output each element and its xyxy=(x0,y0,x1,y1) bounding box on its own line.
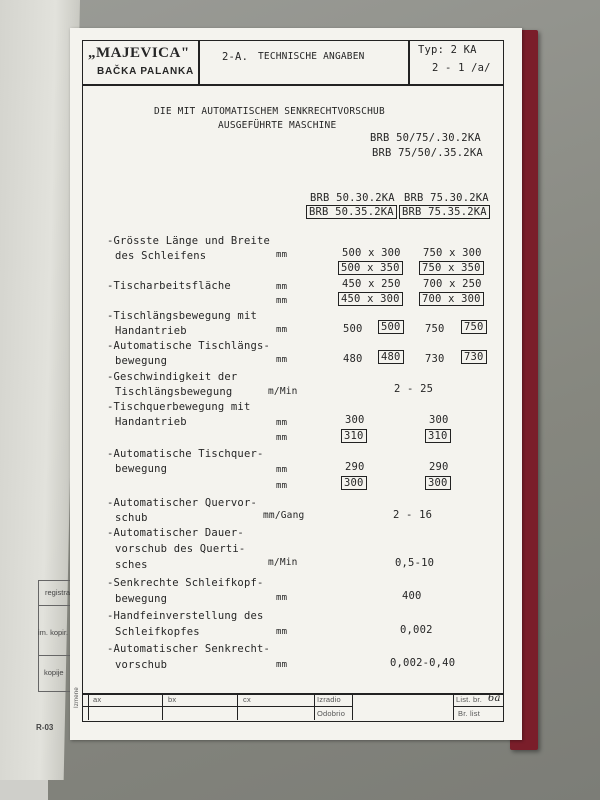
spec-unit: mm xyxy=(276,481,288,491)
intro-line-1: DIE MIT AUTOMATISCHEM SENKRECHTVORSCHUB xyxy=(154,106,385,117)
spec-unit: mm xyxy=(276,250,288,260)
spec-unit: mm xyxy=(276,433,288,443)
footer-list-value: 6a xyxy=(488,693,501,704)
spec-label: -Automatische Tischquer- xyxy=(107,448,264,460)
spec-unit: mm xyxy=(276,355,288,365)
spec-label: Handantrieb xyxy=(115,325,187,337)
header-vline-2 xyxy=(408,40,410,85)
spec-label: vorschub des Querti- xyxy=(115,543,246,555)
side-label-registra: registra xyxy=(45,588,71,597)
footer-row-line xyxy=(314,706,352,707)
footer-vline xyxy=(352,693,353,720)
spec-value: 450 x 250 xyxy=(342,278,401,290)
spec-value-boxed: 300 xyxy=(341,476,367,490)
spec-value: 300 xyxy=(345,414,365,426)
footer-izradio: Izradio xyxy=(317,695,341,704)
page-reference: 2 - 1 /a/ xyxy=(432,62,491,74)
spec-value-boxed: 300 xyxy=(425,476,451,490)
spec-label: -Geschwindigkeit der xyxy=(107,371,238,383)
spec-unit: mm xyxy=(276,465,288,475)
spec-value-boxed: 450 x 300 xyxy=(338,292,403,306)
spec-value-boxed: 310 xyxy=(425,429,451,443)
spec-label: -Automatischer Senkrecht- xyxy=(107,643,271,655)
footer-vline xyxy=(162,693,163,720)
header-divider xyxy=(82,84,503,86)
spec-unit: mm xyxy=(276,325,288,335)
footer-br-list: Br. list xyxy=(458,709,481,718)
spec-value: 700 x 250 xyxy=(423,278,482,290)
spec-value-boxed: 310 xyxy=(341,429,367,443)
spec-label: bewegung xyxy=(115,593,168,605)
footer-vline xyxy=(237,693,238,720)
spec-unit: m/Min xyxy=(268,386,298,397)
spec-value-boxed: 480 xyxy=(378,350,404,364)
footer-izmene: Izmene xyxy=(74,687,80,708)
company-city: BAČKA PALANKA xyxy=(97,66,195,77)
spec-value-boxed: 500 xyxy=(378,320,404,334)
spec-unit: mm xyxy=(276,627,288,637)
spec-value: 400 xyxy=(402,590,422,602)
spec-value: 750 xyxy=(425,323,445,335)
spec-value: 500 xyxy=(343,323,363,335)
intro-model-1: BRB 50/75/.30.2KA xyxy=(370,132,481,144)
spec-value-boxed: 730 xyxy=(461,350,487,364)
spec-label: des Schleifens xyxy=(115,250,207,262)
spec-label: -Automatischer Quervor- xyxy=(107,497,257,509)
footer-list-br: List. br. xyxy=(456,695,482,704)
spec-label: Tischlängsbewegung xyxy=(115,386,233,398)
footer-bx: bx xyxy=(168,695,177,704)
spec-value: 480 xyxy=(343,353,363,365)
column-header-1: BRB 50.30.2KA xyxy=(310,192,395,204)
side-label-kopije: kopije xyxy=(44,668,64,677)
spec-value: 290 xyxy=(429,461,449,473)
spec-value: 750 x 300 xyxy=(423,247,482,259)
intro-model-2: BRB 75/50/.35.2KA xyxy=(372,147,483,159)
spec-label: Handantrieb xyxy=(115,416,187,428)
footer-odobrio: Odobrio xyxy=(317,709,346,718)
header-vline-1 xyxy=(198,40,200,85)
spec-label: sches xyxy=(115,559,148,571)
spec-unit: m/Min xyxy=(268,557,298,568)
spec-label: -Tischarbeitsfläche xyxy=(107,280,231,292)
spec-value: 300 xyxy=(429,414,449,426)
section-number: 2-A. xyxy=(222,51,249,63)
spec-value: 2 - 25 xyxy=(394,383,434,395)
section-title: TECHNISCHE ANGABEN xyxy=(258,51,365,62)
spec-value: 0,002-0,40 xyxy=(390,657,456,669)
spec-value-boxed: 500 x 350 xyxy=(338,261,403,275)
spec-label: -Senkrechte Schleifkopf- xyxy=(107,577,264,589)
intro-line-2: AUSGEFÜHRTE MASCHINE xyxy=(218,120,337,131)
footer-ax: ax xyxy=(93,695,102,704)
column-header-2: BRB 75.30.2KA xyxy=(404,192,489,204)
spec-value: 290 xyxy=(345,461,365,473)
spec-value: 0,002 xyxy=(400,624,433,636)
spec-label: -Grösste Länge und Breite xyxy=(107,235,271,247)
footer-vline xyxy=(88,693,89,720)
spec-label: Schleifkopfes xyxy=(115,626,200,638)
spec-value: 2 - 16 xyxy=(393,509,433,521)
footer-row-line xyxy=(453,706,503,707)
footer-divider xyxy=(82,693,503,695)
spec-label: vorschub xyxy=(115,659,168,671)
spec-value: 500 x 300 xyxy=(342,247,401,259)
spec-unit: mm xyxy=(276,593,288,603)
spec-unit: mm/Gang xyxy=(263,510,305,521)
column-header-4: BRB 75.35.2KA xyxy=(399,205,490,219)
spec-label: -Tischlängsbewegung mit xyxy=(107,310,257,322)
spec-label: -Handfeinverstellung des xyxy=(107,610,264,622)
spec-label: -Automatische Tischlängs- xyxy=(107,340,271,352)
spec-unit: mm xyxy=(276,282,288,292)
spec-value-boxed: 700 x 300 xyxy=(419,292,484,306)
side-label-kopir: im. kopir. xyxy=(38,628,69,637)
spec-label: bewegung xyxy=(115,463,168,475)
company-name: „MAJEVICA" xyxy=(88,45,190,61)
footer-row-line xyxy=(82,706,314,707)
spec-unit: mm xyxy=(276,296,288,306)
spec-value-boxed: 750 x 350 xyxy=(419,261,484,275)
type-label: Typ: 2 KA xyxy=(418,44,477,56)
spec-value: 0,5-10 xyxy=(395,557,435,569)
spec-value-boxed: 750 xyxy=(461,320,487,334)
column-header-3: BRB 50.35.2KA xyxy=(306,205,397,219)
spec-label: -Tischquerbewegung mit xyxy=(107,401,251,413)
spec-label: schub xyxy=(115,512,148,524)
spec-unit: mm xyxy=(276,660,288,670)
spec-unit: mm xyxy=(276,418,288,428)
spec-value: 730 xyxy=(425,353,445,365)
footer-cx: cx xyxy=(243,695,251,704)
spec-label: -Automatischer Dauer- xyxy=(107,527,244,539)
side-label-code: R-03 xyxy=(36,723,54,732)
spec-label: bewegung xyxy=(115,355,168,367)
